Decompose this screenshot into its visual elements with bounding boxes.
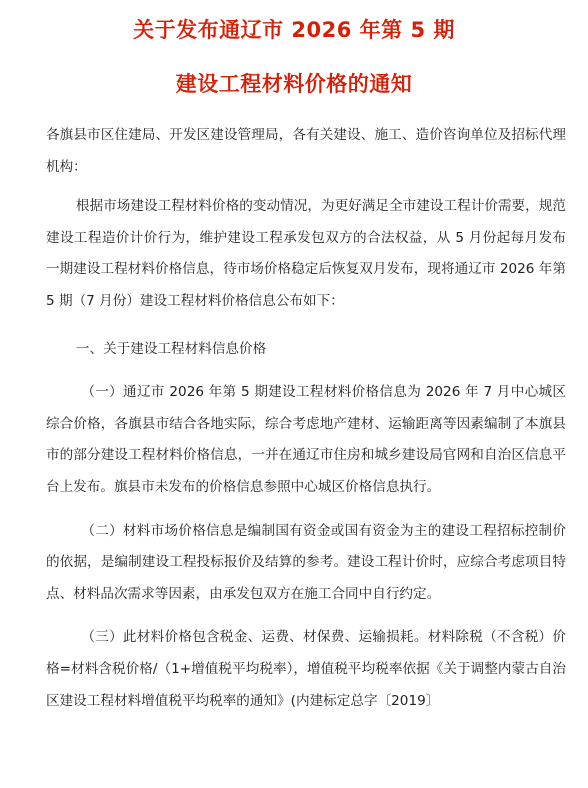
item-1-paragraph: （一）通辽市 2026 年第 5 期建设工程材料价格信息为 2026 年 7 月中心城区综合价格，各旗县市结合各地实际，综合考虑地产建材、运输距离等因素编制了本旗县市的部分建设工程材料价格信息，一并在通辽市住房和城乡建设局官网和自治区信息平台上发布。旗县市未发布的价格信息参照中心城区价格信息执行。 <box>46 384 566 495</box>
section-1-heading: 一、关于建设工程材料信息价格 <box>75 340 267 357</box>
title-line-1: 关于发布通辽市 2026 年第 5 期 <box>133 18 455 42</box>
item-2-paragraph: （二）材料市场价格信息是编制国有资金或国有资金为主的建设工程招标控制价的依据，是编制建设工程投标报价及结算的参考。建设工程计价时，应综合考虑项目特点、材料品次需求等因素，由承发包双方在施工合同中自行约定。 <box>46 522 566 602</box>
item-3-paragraph: （三）此材料价格包含税金、运费、材保费、运输损耗。材料除税（不含税）价格=材料含税价格/（1+增值税平均税率），增值税平均税率依据《关于调整内蒙古自治区建设工程材料增值税平均税率的通知》(内建标定总字〔2019〕 <box>46 629 566 709</box>
intro-paragraph: 根据市场建设工程材料价格的变动情况，为更好满足全市建设工程计价需要，规范建设工程造价计价行为，维护建设工程承发包双方的合法权益，从 5 月份起每月发布一期建设工程材料价格信息，待市场价格稳定后恢复双月发布，现将通辽市 2026 年第 5 期（7 月份）建设工程材料价格信息公布如下： <box>46 198 566 309</box>
notice-body <box>46 120 566 717</box>
title-line-2: 建设工程材料价格的通知 <box>175 72 413 96</box>
salutation: 各旗县市区住建局、开发区建设管理局，各有关建设、施工、造价咨询单位及招标代理机构： <box>46 127 566 175</box>
